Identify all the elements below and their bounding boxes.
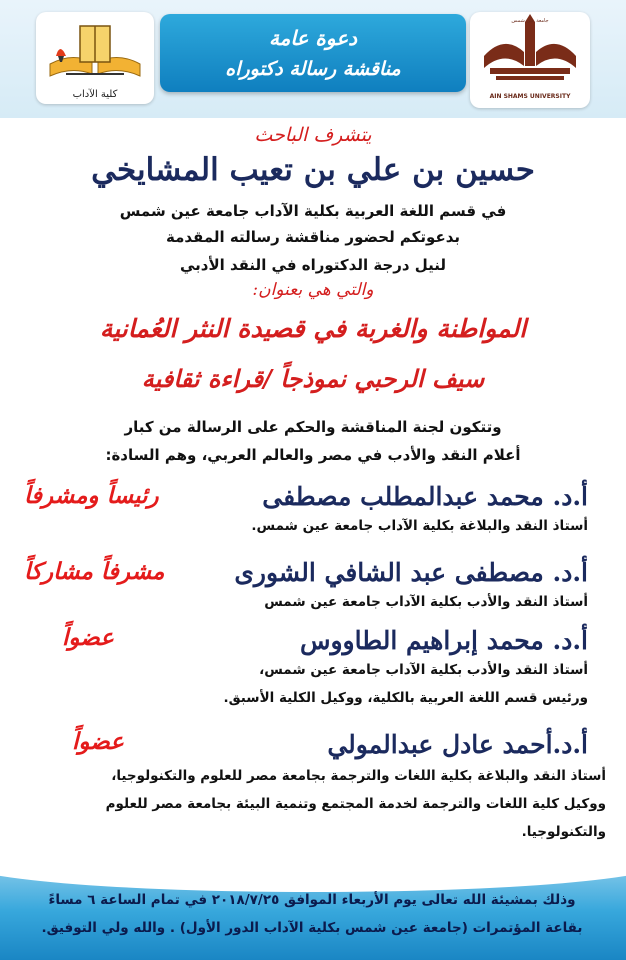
faculty-of-arts-logo bbox=[36, 12, 154, 104]
open-book-lamp-icon bbox=[36, 12, 154, 88]
member-4-desc-line1: أستاذ النقد والبلاغة بكلية اللغات والترجمة بجامعة مصر للعلوم والتكنولوجيا، bbox=[111, 768, 606, 784]
member-1-role: رئيساً ومشرفاً bbox=[24, 482, 159, 509]
faculty-logo-caption: كلية الآداب bbox=[72, 89, 118, 100]
header bbox=[0, 0, 626, 118]
ain-shams-university-logo bbox=[470, 12, 590, 108]
thesis-title-line2: سيف الرحبي نموذجاً /قراءة ثقافية bbox=[141, 364, 485, 393]
member-4-name: أ.د.أحمد عادل عبدالمولي bbox=[327, 730, 588, 759]
member-2-desc: أستاذ النقد والأدب بكلية الآداب جامعة عين شمس bbox=[264, 594, 588, 610]
member-4-role: عضواً bbox=[72, 728, 124, 755]
member-3-name: أ.د. محمد إبراهيم الطاووس bbox=[299, 626, 588, 655]
member-1-desc: أستاذ النقد والبلاغة بكلية الآداب جامعة عين شمس. bbox=[251, 518, 588, 534]
member-2-role: مشرفاً مشاركاً bbox=[24, 558, 165, 585]
footer-date-line: وذلك بمشيئة الله تعالى يوم الأربعاء الموافق ٢٠١٨/٧/٢٥ في تمام الساعة ٦ مساءً bbox=[48, 892, 576, 908]
banner-title: دعوة عامة bbox=[268, 26, 358, 50]
member-2-name: أ.د. مصطفى عبد الشافي الشورى bbox=[234, 558, 588, 587]
committee-intro-line1: وتتكون لجنة المناقشة والحكم على الرسالة من كبار bbox=[124, 418, 502, 436]
invitation-line: بدعوتكم لحضور مناقشة رسالته المقدمة bbox=[166, 228, 460, 246]
thesis-title-line1: المواطنة والغربة في قصيدة النثر العُمانية bbox=[99, 314, 527, 343]
member-4-desc-line3: والتكنولوجيا. bbox=[521, 824, 606, 840]
footer-wave bbox=[0, 832, 626, 892]
thesis-title-intro: والتي هي بعنوان: bbox=[252, 280, 374, 300]
member-3-desc-line2: ورئيس قسم اللغة العربية بالكلية، ووكيل الكلية الأسبق. bbox=[223, 690, 588, 706]
member-3-desc-line1: أستاذ النقد والأدب بكلية الآداب جامعة عين شمس، bbox=[259, 662, 588, 678]
banner-subtitle: مناقشة رسالة دكتوراه bbox=[225, 58, 401, 80]
researcher-name: حسين بن علي بن تعيب المشايخي bbox=[91, 152, 535, 188]
member-4-desc-line2: ووكيل كلية اللغات والترجمة لخدمة المجتمع وتنمية البيئة بجامعة مصر للعلوم bbox=[105, 796, 606, 812]
footer-venue-line: بقاعة المؤتمرات (جامعة عين شمس بكلية الآداب الدور الأول) . والله ولي التوفيق. bbox=[41, 920, 583, 936]
member-3-role: عضواً bbox=[62, 624, 114, 651]
title-banner bbox=[160, 14, 466, 92]
member-1-name: أ.د. محمد عبدالمطلب مصطفى bbox=[262, 482, 588, 511]
university-logo-caption: AIN SHAMS UNIVERSITY bbox=[489, 93, 571, 100]
degree-line: لنيل درجة الدكتوراه في النقد الأدبي bbox=[179, 256, 447, 274]
committee-intro-line2: أعلام النقد والأدب في مصر والعالم العربي، وهم السادة: bbox=[105, 446, 521, 464]
university-logo-caption-ar: جامعة عين شمس bbox=[511, 18, 549, 24]
university-emblem-icon bbox=[470, 12, 590, 92]
honor-line: يتشرف الباحث bbox=[254, 124, 372, 146]
department-line: في قسم اللغة العربية بكلية الآداب جامعة عين شمس bbox=[119, 202, 507, 220]
